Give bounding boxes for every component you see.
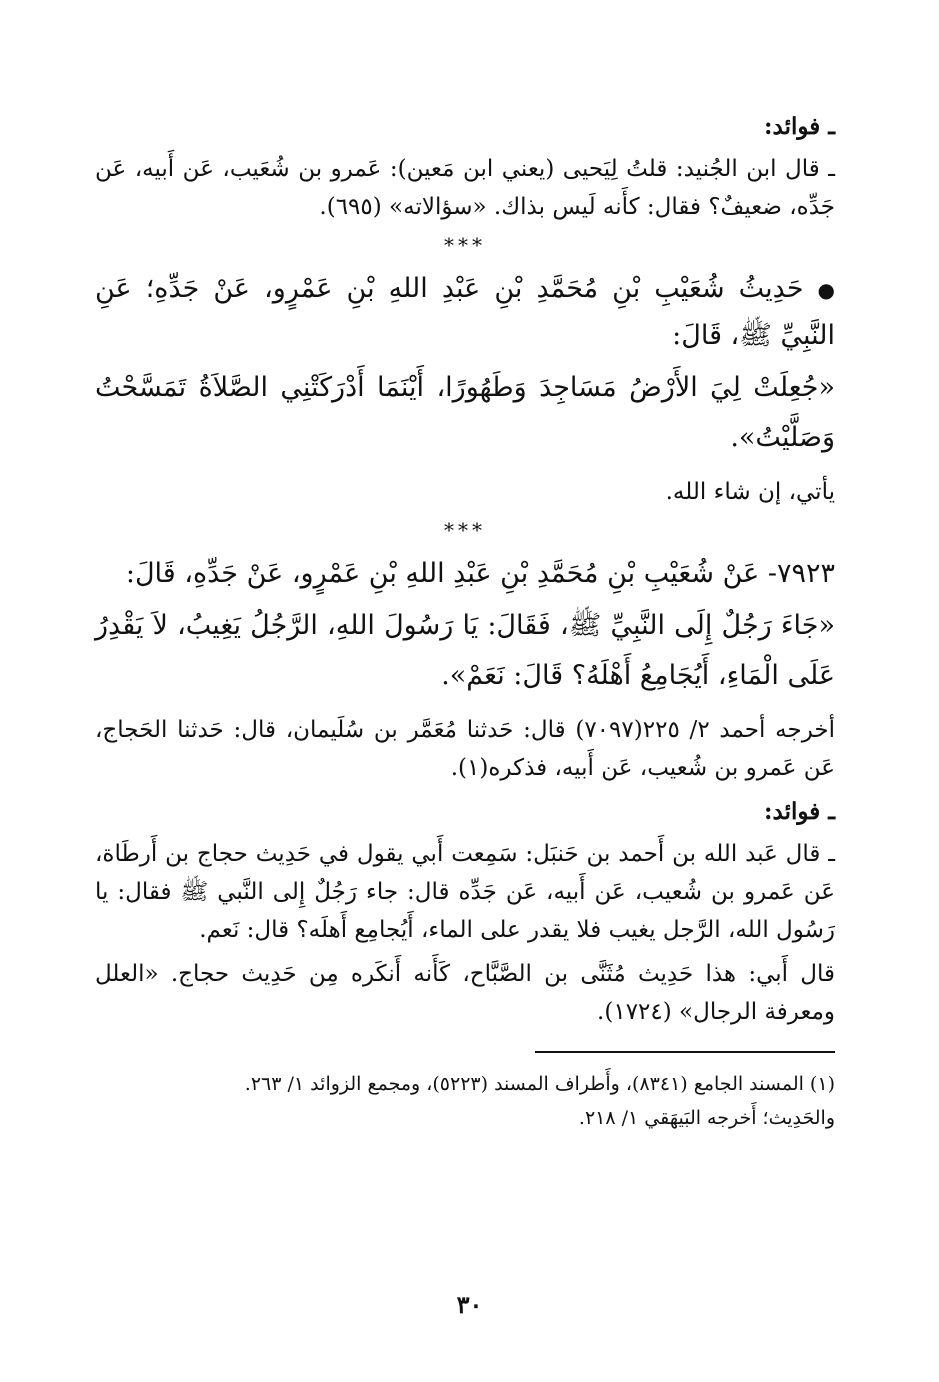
takhrij-text: أخرجه أحمد ٢/ ٢٢٥(٧٠٩٧) قال: حَدثنا مُعَمَّر بن سُلَيمان، قال: حَدثنا الحَجاج، عَن عَمرو بن شُعيب، عَن أَبيه، فذكره(١). <box>95 717 836 781</box>
footnote-1-line-1: (١) المسند الجامع (٨٣٤١)، وأَطراف المسند (٥٢٢٣)، ومجمع الزوائد ١/ ٢٦٣. <box>244 1073 835 1095</box>
fawaid-2-text-b: قال أَبي: هذا حَدِيث مُثَنَّى بن الصَّبَّاح، كَأَنه أَنكَره مِن حَدِيث حجاج. «العلل ومعرفة الرجال» (١٧٢٤). <box>95 961 835 1025</box>
separator-1: *** <box>444 233 486 257</box>
footnote-1-line-2: والحَدِيث؛ أَخرجه البَيهَقي ١/ ٢١٨. <box>578 1107 835 1129</box>
page-number: ٣٠ <box>456 1290 483 1319</box>
fawaid-2-text: ـ قال عَبد الله بن أَحمد بن حَنبَل: سَمِعت أَبي يقول في حَدِيث حجاج بن أَرطَاة، عَن عَمرو بن شُعيب، عَن أَبيه، عَن جَدِّه قال: جاء رَجُلٌ إِلى النَّبي ﷺ فقال: يا رَسُول الله، الرَّجل يغيب فلا يقدر على الماء، أَيُجامِع أَهلَه؟ قال: نَعم. <box>95 841 835 943</box>
fawaid-heading-2: ـ فوائد: <box>764 798 835 825</box>
hadith-lead-text: حَدِيثُ شُعَيْبِ بْنِ مُحَمَّدِ بْنِ عَبْدِ اللهِ بْنِ عَمْرٍو، عَنْ جَدِّهِ؛ عَنِ النَّبِيِّ ﷺ، قَالَ: <box>95 273 835 351</box>
page-body <box>95 108 835 1135</box>
footnote-separator <box>535 1051 835 1053</box>
separator-2: *** <box>444 518 486 542</box>
ya-ti-note: يأتي، إن شاء الله. <box>665 479 835 505</box>
fawaid-1-text: ـ قال ابن الجُنيد: قلتُ لِيَحيى (يعني ابن مَعين): عَمرو بن شُعَيب، عَن أَبيه، عَن جَدِّه، ضعيفٌ؟ فقال: كأَنه لَيس بذاك. «سؤالاته» (٦٩٥). <box>95 156 835 220</box>
fawaid-heading-1: ـ فوائد: <box>764 113 835 140</box>
hadith-matn-1: «جُعِلَتْ لِيَ الأَرْضُ مَسَاجِدَ وَطَهُورًا، أَيْنَمَا أَدْرَكَتْنِي الصَّلاَةُ تَمَسَّحْتُ وَصَلَّيْتُ». <box>95 372 835 453</box>
hadith-lead <box>95 266 835 359</box>
hadith-7923-lead: ٧٩٢٣- عَنْ شُعَيْبِ بْنِ مُحَمَّدِ بْنِ عَبْدِ اللهِ بْنِ عَمْرٍو، عَنْ جَدِّهِ، قَالَ: <box>125 558 835 589</box>
hadith-7923-matn: «جَاءَ رَجُلٌ إِلَى النَّبِيِّ ﷺ، فَقَالَ: يَا رَسُولَ اللهِ، الرَّجُلُ يَغِيبُ، لاَ يَقْدِرُ عَلَى الْمَاءِ، أَيُجَامِعُ أَهْلَهُ؟ قَالَ: نَعَمْ». <box>95 610 835 691</box>
bullet-icon: ● <box>817 278 835 302</box>
